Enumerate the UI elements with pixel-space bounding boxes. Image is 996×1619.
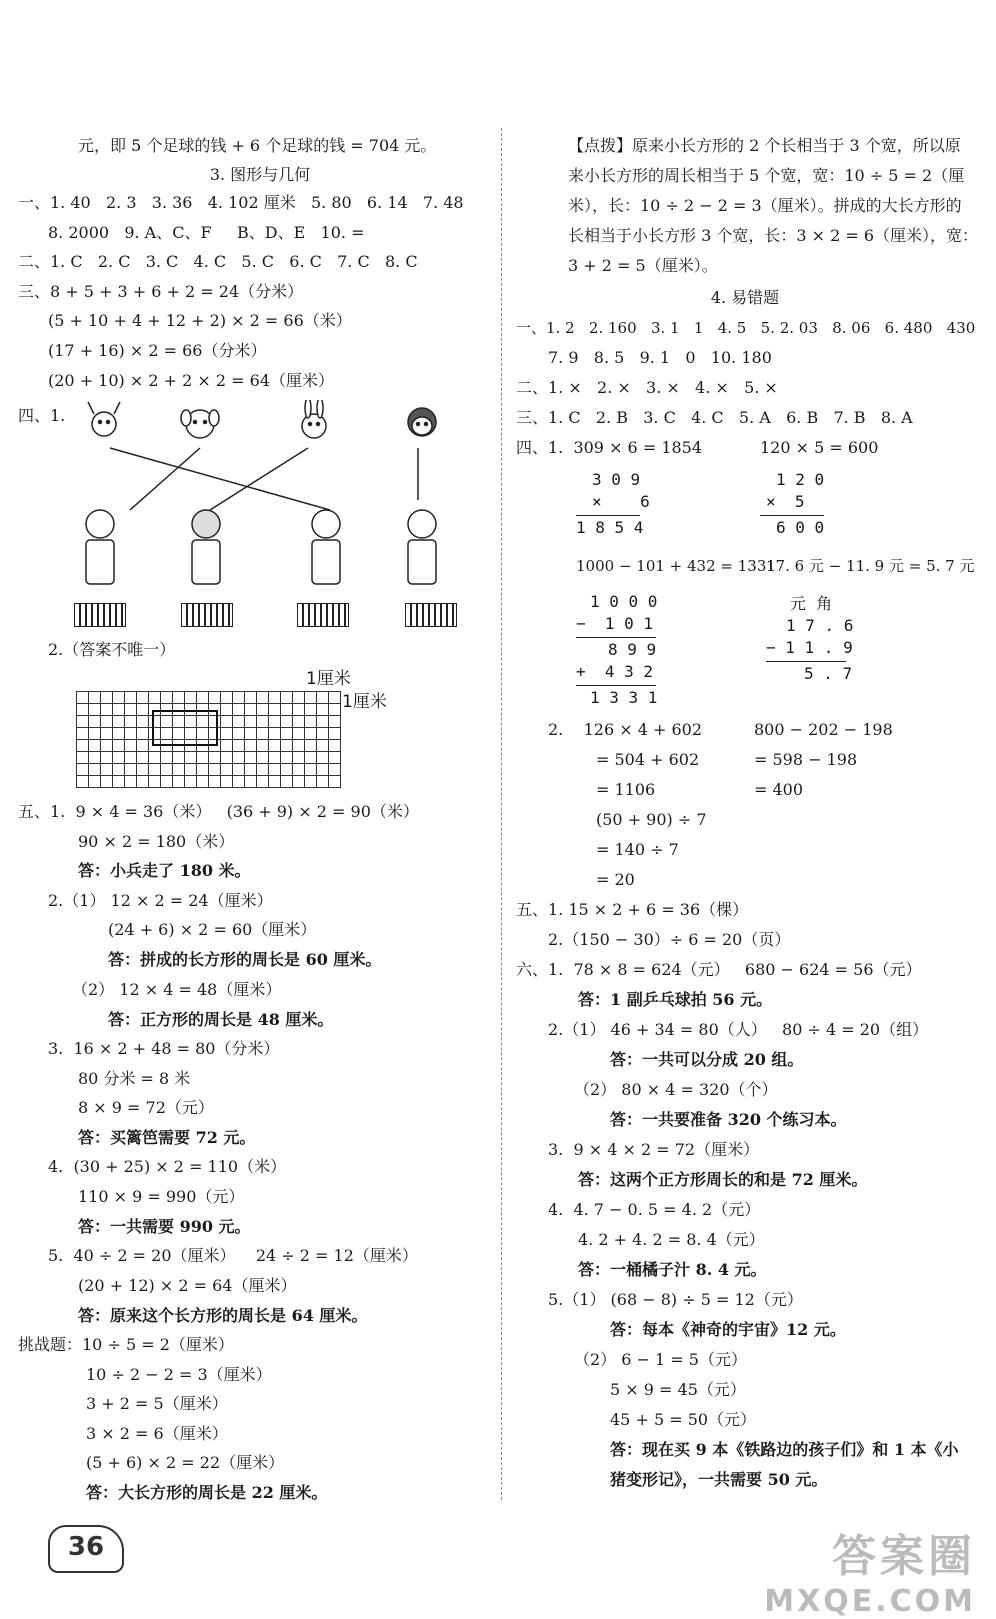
- text-line: (20 + 10) × 2 + 2 × 2 = 64（厘米）: [48, 371, 334, 390]
- pedestal: [74, 603, 126, 627]
- text-line: 10 ÷ 2 − 2 = 3（厘米）: [86, 1365, 272, 1384]
- vertical-calc: 元 角: [790, 594, 833, 613]
- text-line: (50 + 90) ÷ 7: [596, 810, 707, 829]
- text-line: 120 × 5 = 600: [760, 438, 879, 457]
- vertical-calc: × 5: [766, 492, 805, 511]
- text-line: （2） 6 − 1 = 5（元）: [574, 1350, 747, 1369]
- text-line: 5. 40 ÷ 2 = 20（厘米） 24 ÷ 2 = 12（厘米）: [48, 1246, 418, 1265]
- text-line: = 400: [754, 780, 804, 799]
- pedestal: [181, 603, 233, 627]
- text-line: 2.（1） 46 + 34 = 80（人） 80 ÷ 4 = 20（组）: [548, 1020, 929, 1039]
- text-line: 六、1. 78 × 8 = 624（元） 680 − 624 = 56（元）: [516, 960, 922, 979]
- vertical-calc: − 1 1 . 9: [766, 638, 853, 657]
- text-line: (5 + 10 + 4 + 12 + 2) × 2 = 66（米）: [48, 311, 352, 330]
- vertical-calc: × 6: [592, 492, 650, 511]
- text-line: 2. 126 × 4 + 602: [548, 720, 703, 739]
- monkey-icon: [408, 408, 436, 436]
- vertical-calc: 1 7 . 6: [786, 616, 854, 635]
- text-line: 2.（答案不唯一）: [48, 640, 176, 659]
- unit-label: 1厘米: [342, 692, 387, 712]
- pedestal: [405, 603, 457, 627]
- text-line: 4. 4. 7 − 0. 5 = 4. 2（元）: [548, 1200, 761, 1219]
- answer-line: 答：一共可以分成 20 组。: [610, 1050, 804, 1069]
- text-line: 80 分米 = 8 米: [78, 1069, 191, 1088]
- calc-rule: [576, 685, 656, 686]
- watermark-url: MXQE.COM: [764, 1584, 976, 1619]
- text-line: 8 × 9 = 72（元）: [78, 1098, 214, 1117]
- text-line: 挑战题：10 ÷ 5 = 2（厘米）: [18, 1335, 234, 1354]
- vertical-calc: 3 0 9: [592, 470, 641, 489]
- text-line: (5 + 6) × 2 = 22（厘米）: [86, 1453, 285, 1472]
- vertical-calc: 5 . 7: [804, 664, 853, 683]
- text-line: 3 + 2 = 5（厘米）。: [568, 256, 718, 275]
- vertical-calc: 1 8 5 4: [576, 518, 644, 537]
- text-line: 米），长：10 ÷ 2 − 2 = 3（厘米）。拼成的大长方形的: [568, 196, 962, 215]
- text-line: 【点拨】原来小长方形的 2 个长相当于 3 个宽，所以原: [568, 136, 961, 155]
- text-line: 5 × 9 = 45（元）: [610, 1380, 746, 1399]
- drawn-rectangle: [152, 710, 218, 746]
- answer-line: 答：现在买 9 本《铁路边的孩子们》和 1 本《小: [610, 1440, 959, 1459]
- unit-label: 1厘米: [306, 669, 351, 689]
- vertical-calc: 6 0 0: [776, 518, 825, 537]
- text-line: （2） 80 × 4 = 320（个）: [574, 1080, 778, 1099]
- text-line: 7. 9 8. 5 9. 1 0 10. 180: [548, 348, 772, 367]
- text-line: 3. 9 × 4 × 2 = 72（厘米）: [548, 1140, 760, 1159]
- text-line: 90 × 2 = 180（米）: [78, 832, 235, 851]
- text-line: 一、1. 2 2. 160 3. 1 1 4. 5 5. 2. 03 8. 06 6. 480 430: [516, 319, 976, 337]
- vertical-calc: 1 3 3 1: [590, 688, 658, 707]
- watermark-text: 答案圈: [832, 1531, 976, 1582]
- pedestal: [297, 603, 349, 627]
- text-line: 长相当于小长方形 3 个宽，长：3 × 2 = 6（厘米），宽：: [568, 226, 979, 245]
- text-line: 来小长方形的周长相当于 5 个宽，宽：10 ÷ 5 = 2（厘: [568, 166, 965, 185]
- text-line: 17. 6 元 − 11. 9 元 = 5. 7 元: [766, 557, 975, 575]
- answer-line: 答：正方形的周长是 48 厘米。: [108, 1010, 334, 1029]
- section-title: 3. 图形与几何: [209, 165, 311, 184]
- answer-line: 答：原来这个长方形的周长是 64 厘米。: [78, 1306, 368, 1325]
- text-line: 三、1. C 2. B 3. C 4. C 5. A 6. B 7. B 8. A: [516, 408, 913, 427]
- police-figure-icon: [86, 510, 436, 584]
- answer-line: 答：一共需要 990 元。: [78, 1217, 251, 1236]
- text-line: = 140 ÷ 7: [596, 840, 679, 859]
- text-line: 3. 16 × 2 + 48 = 80（分米）: [48, 1039, 280, 1058]
- text-line: 五、1. 15 × 2 + 6 = 36（棵）: [516, 900, 749, 919]
- answer-line: 答：一桶橘子汁 8. 4 元。: [578, 1260, 767, 1279]
- text-line: (17 + 16) × 2 = 66（分米）: [48, 341, 267, 360]
- text-line: 3 + 2 = 5（厘米）: [86, 1394, 228, 1413]
- text-line: 元，即 5 个足球的钱 + 6 个足球的钱 = 704 元。: [78, 136, 437, 155]
- vertical-calc: 1 2 0: [776, 470, 825, 489]
- text-line: 一、1. 40 2. 3 3. 36 4. 102 厘米 5. 80 6. 14 7. 48: [18, 193, 464, 212]
- text-line: 45 + 5 = 50（元）: [610, 1410, 757, 1429]
- text-line: 四、1. 309 × 6 = 1854: [516, 438, 703, 457]
- text-line: = 1106: [596, 780, 656, 799]
- text-line: 5.（1） (68 − 8) ÷ 5 = 12（元）: [548, 1290, 803, 1309]
- calc-rule: [760, 515, 824, 516]
- answer-line: 答：买篱笆需要 72 元。: [78, 1128, 256, 1147]
- vertical-calc: − 1 0 1: [576, 614, 654, 633]
- text-line: 四、1.: [18, 406, 66, 425]
- deer-icon: [88, 402, 120, 436]
- text-line: 110 × 9 = 990（元）: [78, 1187, 245, 1206]
- text-line: 4. (30 + 25) × 2 = 110（米）: [48, 1157, 287, 1176]
- vertical-calc: 8 9 9: [608, 640, 657, 659]
- vertical-calc: + 4 3 2: [576, 662, 654, 681]
- page-number: 36: [67, 1532, 105, 1562]
- text-line: 800 − 202 − 198: [754, 720, 893, 739]
- matching-figure: [70, 400, 470, 630]
- answer-line: 猪变形记》，一共需要 50 元。: [610, 1470, 828, 1489]
- answer-line: 答：这两个正方形周长的和是 72 厘米。: [578, 1170, 868, 1189]
- text-line: 8. 2000 9. A、C、F B、D、E 10. =: [48, 223, 365, 242]
- text-line: 二、1. C 2. C 3. C 4. C 5. C 6. C 7. C 8. C: [18, 252, 418, 271]
- text-line: 2.（1） 12 × 2 = 24（厘米）: [48, 891, 273, 910]
- column-divider: [501, 128, 502, 1500]
- rabbit-icon: [302, 400, 326, 438]
- text-line: = 20: [596, 870, 635, 889]
- text-line: (20 + 12) × 2 = 64（厘米）: [78, 1276, 297, 1295]
- text-line: 3 × 2 = 6（厘米）: [86, 1424, 228, 1443]
- calc-rule: [576, 515, 640, 516]
- text-line: 4. 2 + 4. 2 = 8. 4（元）: [578, 1230, 765, 1249]
- answer-line: 答：一共要准备 320 个练习本。: [610, 1110, 847, 1129]
- answer-line: 答：拼成的长方形的周长是 60 厘米。: [108, 950, 382, 969]
- dog-icon: [181, 410, 219, 438]
- text-line: = 504 + 602: [596, 750, 700, 769]
- text-line: = 598 − 198: [754, 750, 858, 769]
- answer-line: 答：小兵走了 180 米。: [78, 861, 251, 880]
- text-line: （2） 12 × 4 = 48（厘米）: [72, 980, 282, 999]
- text-line: 三、8 + 5 + 3 + 6 + 2 = 24（分米）: [18, 282, 304, 301]
- section-title: 4. 易错题: [710, 288, 780, 307]
- answer-line: 答：每本《神奇的宇宙》12 元。: [610, 1320, 846, 1339]
- answer-line: 答：1 副乒乓球拍 56 元。: [578, 990, 773, 1009]
- calc-rule: [576, 637, 656, 638]
- watermark: [764, 1520, 976, 1619]
- vertical-calc: 1 0 0 0: [590, 592, 658, 611]
- car-badge-icon: [48, 1525, 124, 1573]
- text-line: 2.（150 − 30）÷ 6 = 20（页）: [548, 930, 791, 949]
- text-line: 五、1. 9 × 4 = 36（米） (36 + 9) × 2 = 90（米）: [18, 802, 419, 821]
- text-line: (24 + 6) × 2 = 60（厘米）: [108, 920, 317, 939]
- text-line: 1000 − 101 + 432 = 1331: [576, 557, 776, 575]
- answer-line: 答：大长方形的周长是 22 厘米。: [86, 1483, 328, 1502]
- calc-rule: [766, 661, 846, 662]
- text-line: 二、1. × 2. × 3. × 4. × 5. ×: [516, 378, 778, 397]
